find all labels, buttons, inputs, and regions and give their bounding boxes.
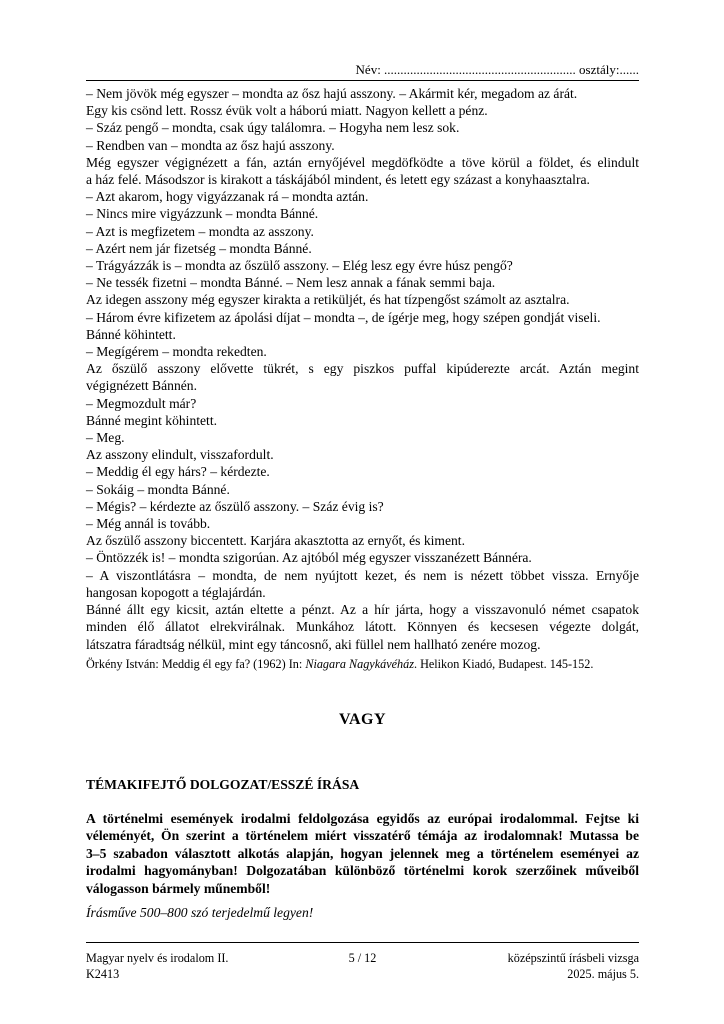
story-line: – Nincs mire vigyázzunk – mondta Bánné. — [86, 206, 319, 222]
story-line: végignézett Bánnén. — [86, 378, 197, 394]
story-line: – Megmozdult már? — [86, 395, 197, 411]
story-text — [86, 85, 639, 653]
story-line: – Meg. — [86, 430, 125, 446]
page-number: 5 / 12 — [348, 951, 377, 965]
story-line: – Megígérem – mondta rekedten. — [86, 344, 267, 360]
exam-page — [86, 0, 639, 1024]
citation-book-title: Niagara Nagykávéház — [305, 657, 414, 671]
task-instruction: Írásműve 500–800 szó terjedelmű legyen! — [86, 905, 314, 920]
story-line: Az idegen asszony még egyszer kirakta a retiküljét, és hat tízpengőst számolt az asztalra. — [86, 292, 570, 308]
story-line: Az asszony elindult, visszafordult. — [86, 447, 274, 463]
header-rule — [86, 80, 639, 81]
task-description — [86, 810, 639, 897]
footer-exam-level: középszintű írásbeli vizsga — [507, 951, 639, 965]
name-class-field: Név: ........................................................... osztály:...... — [355, 62, 639, 77]
story-line: – Azért nem jár fizetség – mondta Bánné. — [86, 240, 312, 256]
task-title: TÉMAKIFEJTŐ DOLGOZAT/ESSZÉ ÍRÁSA — [86, 777, 360, 792]
story-line: Bánné állt egy kicsit, aztán eltette a pénzt. Az a hír járta, hogy a visszavonuló német csapatok — [86, 602, 639, 618]
story-line: – Ne tessék fizetni – mondta Bánné. – Nem lesz annak a fának semmi baja. — [86, 275, 496, 291]
story-line: – Mégis? – kérdezte az őszülő asszony. – Száz évig is? — [86, 498, 384, 514]
story-line: – Száz pengő – mondta, csak úgy találomra. – Hogyha nem lesz sok. — [86, 120, 460, 136]
story-line: – Trágyázzák is – mondta az őszülő asszony. – Elég lesz egy évre húsz pengő? — [86, 258, 513, 274]
footer-right — [508, 951, 639, 982]
story-line: – Öntözzék is! – mondta szigorúan. Az ajtóból még egyszer visszanézett Bánnéra. — [86, 550, 532, 566]
task-line: A történelmi események irodalmi feldolgozása egyidős az európai irodalommal. Fejtse ki — [86, 811, 639, 826]
story-line: – Meddig él egy hárs? – kérdezte. — [86, 464, 270, 480]
or-separator: VAGY — [338, 711, 387, 728]
task-line: 3–5 szabadon választott alkotás alapján, hogyan jelennek meg a történelem eseményei az — [86, 845, 639, 861]
story-line: Egy kis csönd lett. Rossz évük volt a háború miatt. Nagyon kellett a pénz. — [86, 103, 488, 119]
footer-date: 2025. május 5. — [567, 966, 639, 981]
story-line: – Még annál is tovább. — [86, 516, 211, 532]
citation-after: . Helikon Kiadó, Budapest. 145-152. — [413, 657, 594, 671]
footer-rule — [86, 942, 639, 943]
story-line: látszatra fáradtság nélkül, mint egy táncosnő, aki füllel nem hallható zenére mozog. — [86, 636, 541, 652]
story-line: a ház felé. Másodszor is kirakott a táskájából mindent, és letett egy százast a konyhaasztalra. — [86, 172, 590, 188]
citation-before: Örkény István: Meddig él egy fa? (1962) In: — [86, 657, 306, 671]
story-line: Az őszülő asszony biccentett. Karjára akasztotta az ernyőt, és kiment. — [86, 533, 465, 549]
story-line: – Sokáig – mondta Bánné. — [86, 481, 230, 497]
story-line: minden élő állatot elrekvirálnak. Munkához látott. Könnyen és kecsesen végezte dolgát, — [86, 619, 639, 635]
footer-subject: Magyar nyelv és irodalom II. — [86, 951, 229, 965]
story-line: – Rendben van – mondta az ősz hajú asszony. — [86, 137, 335, 153]
task-line: válogasson bármely műnemből! — [86, 880, 271, 896]
story-line: Bánné köhintett. — [86, 326, 176, 342]
story-line: – A viszontlátásra – mondta, de nem nyújtott kezet, és nem is nézett többet vissza. Ernyője — [86, 567, 639, 583]
story-line: – Azt is megfizetem – mondta az asszony. — [86, 223, 314, 239]
story-line: hangosan kopogott a téglajárdán. — [86, 584, 266, 600]
footer-code: K2413 — [86, 966, 120, 981]
story-line: – Három évre kifizetem az ápolási díjat – mondta –, de ígérje meg, hogy szépen gondját viseli. — [86, 309, 601, 325]
story-line: Bánné megint köhintett. — [86, 412, 218, 428]
task-line: véleményét, Ön szerint a történelem miért visszatérő témája az irodalomnak! Mutassa be — [86, 828, 639, 844]
story-line: Az őszülő asszony elővette tükrét, s egy piszkos puffal kipúderezte arcát. Aztán megint — [86, 361, 639, 377]
citation — [86, 657, 593, 672]
story-line: – Nem jövök még egyszer – mondta az ősz hajú asszony. – Akármit kér, megadom az árát. — [86, 86, 578, 101]
story-line: Még egyszer végignézett a fán, aztán ernyőjével megdöfködte a töve körül a földet, és elindult — [86, 154, 639, 170]
story-line: – Azt akarom, hogy vigyázzanak rá – mondta aztán. — [86, 189, 369, 205]
task-line: irodalmi hagyományban! Dolgozatában különböző történelmi korok szerzőinek műveiből — [86, 863, 639, 879]
